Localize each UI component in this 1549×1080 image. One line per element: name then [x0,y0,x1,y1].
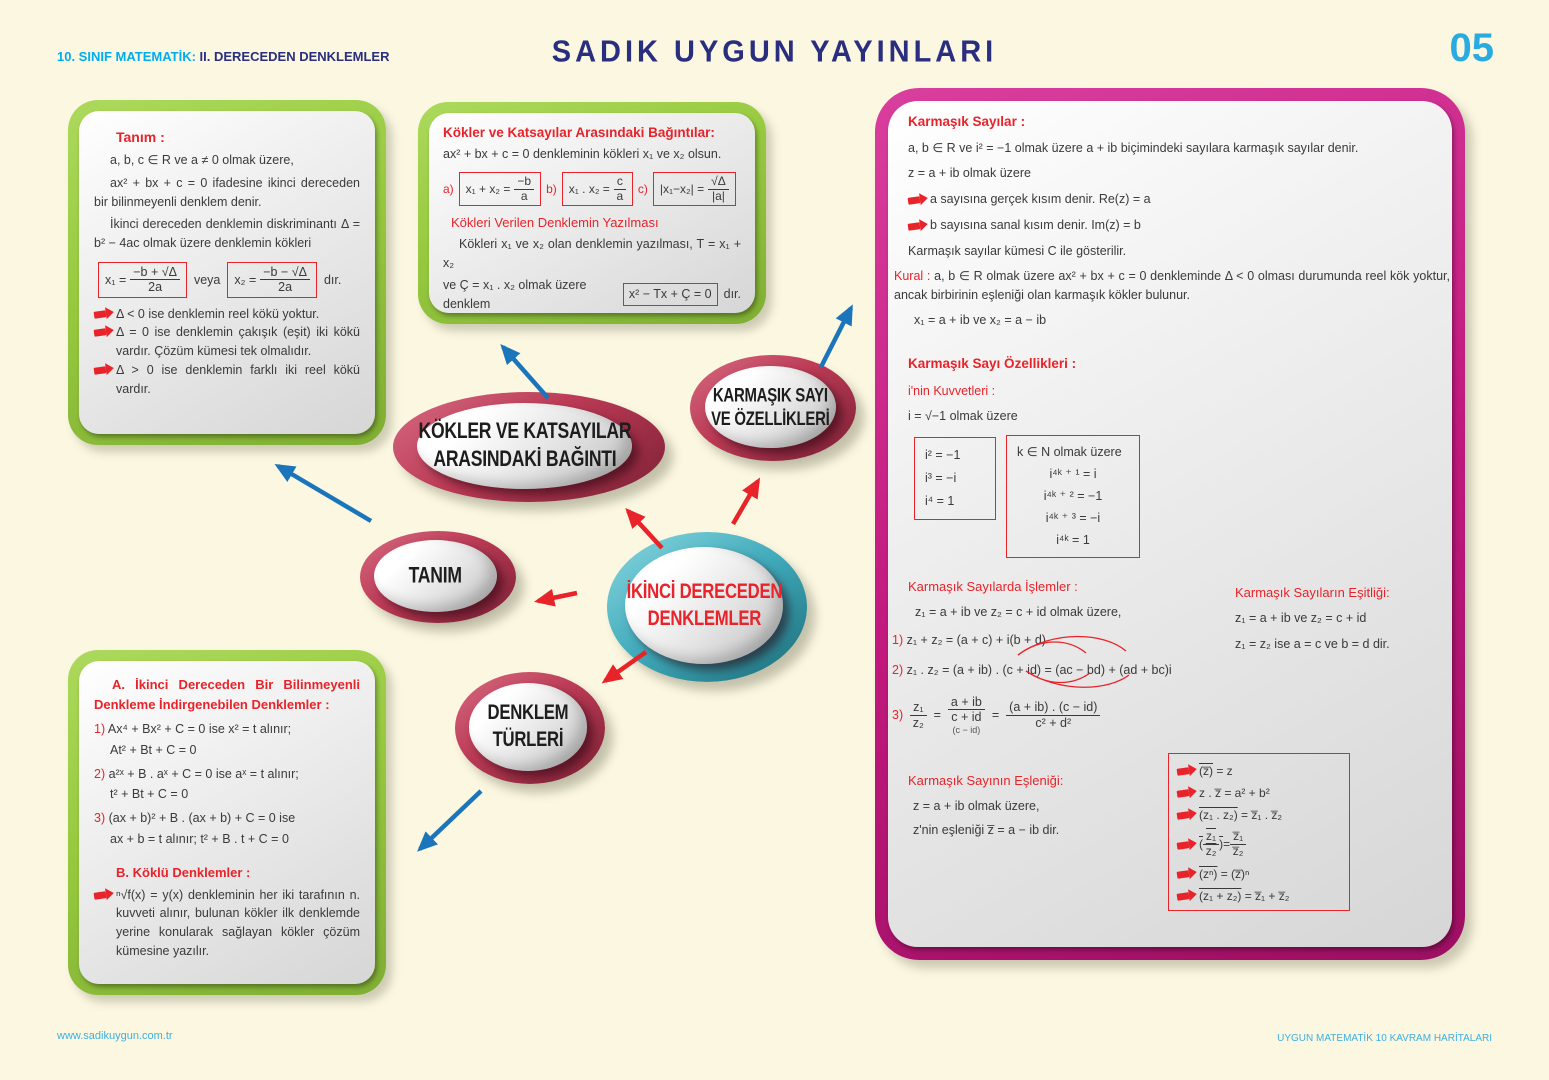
label-a: a) [443,182,454,197]
publisher-title: SADIK UYGUN YAYINLARI [551,35,998,69]
turler-item-2-l1: 2) a²ˣ + B . aˣ + C = 0 ise aˣ = t alınır; [94,766,299,781]
islemler-title: Karmaşık Sayılarda İşlemler : [908,579,1078,594]
arrow-kokler-to-box [503,347,548,398]
topic-label: II. DERECEDEN DENKLEMLER [199,49,390,64]
karmasik-panel [888,101,1452,947]
esitligi-title: Karmaşık Sayıların Eşitliği: [1235,585,1390,600]
kuvvetleri-line: i = √−1 olmak üzere [908,409,1018,423]
karmasik-line-4: x₁ = a + ib ve x₂ = a − ib [914,313,1047,327]
x1-formula [98,262,187,298]
red-arrow-icon [1177,767,1190,776]
x2-formula [227,262,317,298]
turler-panel [79,661,375,984]
arrow-karmasik-to-box [821,308,851,367]
arrow-turleri-to-box [420,791,481,849]
kv-line-2: ve Ç = x₁ . x₂ olmak üzere denklem x² − Tx + Ç = 0 dır. [443,277,741,311]
arrow-tanim-to-box [278,466,371,521]
turler-box [68,650,386,995]
karmasik-line-1: a, b ∈ R ve i² = −1 olmak üzere a + ib biçimindeki sayılara karmaşık sayılar denir. [908,141,1359,155]
tx-formula: x² − Tx + Ç = 0 [623,283,718,306]
kokleri-verilen-subtitle: Kökleri Verilen Denklemin Yazılması [451,215,659,231]
x2-lhs: x₂ = [234,272,257,287]
red-arrow-icon [1177,870,1190,879]
karmasik-line-3: Karmaşık sayılar kümesi C ile gösterilir. [908,244,1127,258]
kokler-line-1: ax² + bx + c = 0 denkleminin kökleri x₁ ve x₂ olsun. [443,147,722,161]
red-arrow-icon [908,222,921,231]
op1-line: 1) z₁ + z₂ = (a + c) + i(b + d) [892,633,1046,647]
turler-item-1-l2: At² + Bt + C = 0 [110,742,197,757]
turler-b-title: B. Köklü Denklemler : [116,864,251,880]
ozellikleri-title: Karmaşık Sayı Özellikleri : [908,356,1077,371]
red-arrow-icon [94,310,107,319]
op3-frac-2: a + ib c + id (c − id) [948,695,985,735]
islemler-line: z₁ = a + ib ve z₂ = c + id olmak üzere, [915,605,1122,619]
delta-bullet-2: Δ = 0 ise denklemin çakışık (eşit) iki kökü vardır. Çözüm kümesi tek olmalıdır. [94,323,360,361]
tanim-title: Tanım : [116,129,165,145]
delta-bullet-1: Δ < 0 ise denklemin reel kökü yoktur. [94,305,360,324]
vieta-formula-row [443,172,741,207]
karmasik-title: Karmaşık Sayılar : [908,114,1026,129]
ipow-small-box: i² = −1 i³ = −i i⁴ = 1 [914,437,996,520]
red-arrow-icon [1177,789,1190,798]
conj-prop-4: ( $\frac{\text{z₁}}{\text{z₂}}$ ) = $\frac{\text{z̅₁}}{\text{z̅₂}}$ [1177,830,1341,859]
tanim-box [68,100,386,445]
eslenigi-line-1: z = a + ib olmak üzere, [913,799,1040,813]
esitligi-line-2: z₁ = z₂ ise a = c ve b = d dir. [1235,637,1390,651]
red-arrow-icon [1177,892,1190,901]
roots-formula-row [98,262,360,298]
op3-frac-3: $\frac{(a + ib) . (c - id)}{\text{c² + d²}}$ [1006,700,1100,730]
op2-line: 2) z₁ . z₂ = (a + ib) . (c + id) = (ac − bd) + (ad + bc)i [892,663,1172,677]
course-label: 10. SINIF MATEMATİK: [57,49,196,64]
red-arrow-icon [1177,841,1190,850]
karmasik-box [875,88,1465,960]
red-arrow-icon [94,891,107,900]
red-arrow-icon [94,328,107,337]
node-karmasik-sayi: KARMAŞIK SAYI VE ÖZELLİKLERİ [690,355,856,461]
karmasik-line-2: z = a + ib olmak üzere [908,166,1031,180]
product-formula: x₁ . x₂ = $\frac{c}{a}$ [562,172,633,207]
footer-series: UYGUN MATEMATİK 10 KAVRAM HARİTALARI [1277,1033,1492,1044]
node-kokler-katsayilar: KÖKLER VE KATSAYILAR ARASINDAKİ BAĞINTI [393,392,665,502]
label-c: c) [637,182,648,197]
page-number: 05 [1449,26,1494,70]
node-center-ikinci-dereceden: İKİNCİ DERECEDEN DENKLEMLER [607,532,807,682]
conj-prop-2: z . z̅ = a² + b² [1177,786,1341,800]
eslenigi-line-2: z'nin eşleniği z̅ = a − ib dir. [913,823,1060,837]
kokler-panel [429,113,755,313]
arrow-center-to-tanim [538,593,577,601]
turler-a-title: A. İkinci Dereceden Bir Bilinmeyenli Denkleme İndirgenebilen Denklemler : [94,677,360,712]
conj-prop-6: (z₁ + z₂) = z̅₁ + z̅₂ [1177,889,1341,903]
kokler-box [418,102,766,324]
sum-formula: x₁ + x₂ = $\frac{-b}{a}$ [459,172,541,207]
conj-prop-5: (zⁿ) = (z̅)ⁿ [1177,867,1341,881]
conjugate-properties-box [1168,753,1350,911]
re-bullet: a sayısına gerçek kısım denir. Re(z) = a [908,192,1151,206]
turler-item-3-l2: ax + b = t alınır; t² + B . t + C = 0 [110,831,289,846]
arrow-center-to-karmasik [733,481,758,524]
tanim-line-3: İkinci dereceden denklemin diskriminantı Δ = b² − 4ac olmak üzere denklemin kökleri [94,217,360,250]
x2-fraction: $\frac{-b - √\Delta}{2a}$ [260,265,310,295]
kokler-title: Kökler ve Katsayılar Arasındaki Bağıntılar: [443,125,715,140]
koklu-paragraph: ⁿ√f(x) = y(x) denkleminin her iki tarafının n. kuvveti alınır, bulunan kökler ilk denklemde yerine konularak sağlayan kökler çözüm kümesine yazılır. [94,886,360,961]
x1-lhs: x₁ = [105,272,127,287]
eslenigi-title: Karmaşık Sayının Eşleniği: [908,773,1064,788]
kuvvetleri-title: i'nin Kuvvetleri : [908,384,996,398]
footer-website: www.sadikuygun.com.tr [57,1030,173,1042]
kv-line-1: Kökleri x₁ ve x₂ olan denklemin yazılması, T = x₁ + x₂ [443,237,741,271]
tanim-line-2: ax² + bx + c = 0 ifadesine ikinci dereceden bir bilinmeyenli denklem denir. [94,175,360,209]
delta-bullet-3: Δ > 0 ise denklemin farklı iki reel kökü vardır. [94,361,360,399]
node-tanim: TANIM [360,531,516,623]
im-bullet: b sayısına sanal kısım denir. Im(z) = b [908,218,1141,232]
op3-line: 3) $\frac{\text{z₁}}{\text{z₂}}$ = a + ib c + id (c − id) = $\frac{(a + ib) . (c - id)}{\text{c² + d²}}$ [892,695,1100,735]
red-arrow-icon [94,366,107,375]
turler-item-1-l1: 1) Ax⁴ + Bx² + C = 0 ise x² = t alınır; [94,722,292,736]
kural-label: Kural : [894,269,931,283]
x1-fraction: $\frac{-b + √\Delta}{2a}$ [130,265,180,295]
op3-frac-1: $\frac{\text{z₁}}{\text{z₂}}$ [910,700,926,730]
tanim-line-1: a, b, c ∈ R ve a ≠ 0 olmak üzere, [110,153,294,167]
label-b: b) [546,182,557,197]
red-arrow-icon [1177,811,1190,820]
conj-prop-1: (z̅) = z [1177,764,1341,778]
turler-item-3-l1: 3) (ax + b)² + B . (ax + b) + C = 0 ise [94,811,296,825]
tanim-panel [79,111,375,434]
kural-paragraph: Kural : a, b ∈ R olmak üzere ax² + bx + c = 0 denkleminde Δ < 0 olması durumunda reel kök yoktur, ancak birbirinin eşleniği olan karmaşık kökler bulunur. [894,269,1450,302]
red-arrow-icon [908,196,921,205]
turler-item-2-l2: t² + Bt + C = 0 [110,787,189,802]
conj-prop-3: (z₁ . z₂) = z̅₁ . z̅₂ [1177,808,1341,822]
diff-formula: |x₁−x₂| = $\frac{√\Delta}{|a|}$ [653,172,736,207]
veya-label: veya [193,272,221,287]
node-denklem-turleri: DENKLEM TÜRLERİ [455,672,605,784]
dir-label: dır. [323,272,342,287]
ipow-big-box: k ∈ N olmak üzere i⁴ᵏ ⁺ ¹ = i i⁴ᵏ ⁺ ² = −1 i⁴ᵏ ⁺ ³ = −i i⁴ᵏ = 1 [1006,435,1140,558]
esitligi-line-1: z₁ = a + ib ve z₂ = c + id [1235,611,1367,625]
